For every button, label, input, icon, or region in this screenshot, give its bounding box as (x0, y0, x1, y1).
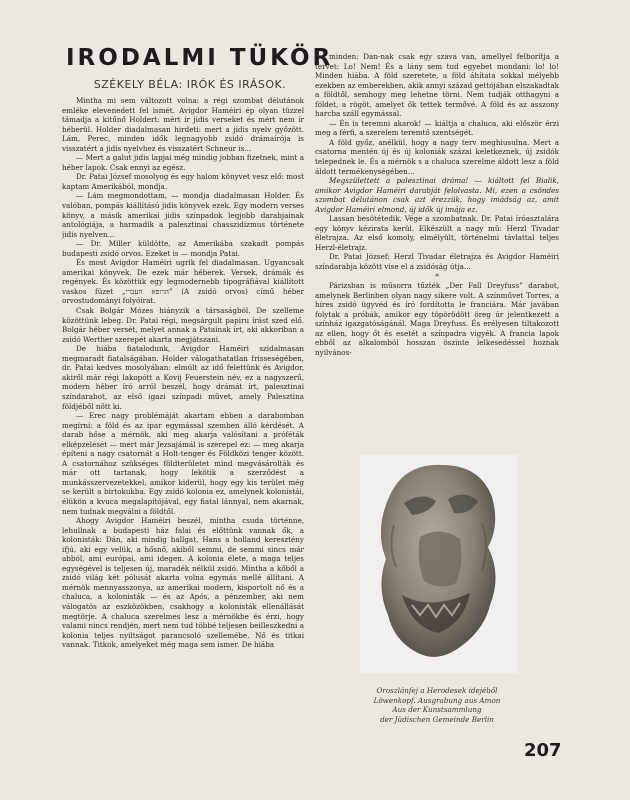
paragraph: — Dr. Miller küldötte, az Amerikába szakadt pompás budapesti zsidó orvos. Ezeket is — mondja Patai. (62, 239, 304, 258)
article-byline: SZÉKELY BÉLA: IRÓK ÉS IRÁSOK. (93, 78, 287, 91)
page-number: 207 (524, 740, 562, 761)
paragraph: Lassan besötétedik. Vége a szombatnak. Dr. Patai íróasztalára egy könyv kézirata kerül. Elkészült a nagy mű: Herzl Tivadar életrajza. Az első komoly, elmélyült, történelmi távlattal teljes Herzl-életrajz. (315, 214, 559, 252)
right-text-column (315, 52, 559, 440)
caption-line: Oroszlánfej a Herodesek idejéből (376, 686, 498, 695)
paragraph: De hiába fiatalodunk, Avigdor Haméiri szidalmasan megmaradt fiatalságában. Holder válogathatatlan frisseségében, dr. Patai kedves mosolyában: elmúlt az idő felettünk és Avigdor, akiről már régi lakopótt a Kovij Feuerstein név, ez a nagyszerű, modern héber író arról beszél, hogy drámát írt, palesztinai színdarabot, az első igazi színpadi művet, amely Palesztina földjéből nőtt ki. (62, 344, 304, 411)
section-separator: * (435, 271, 439, 281)
caption-line: Aus der Kunstsammlung (392, 705, 482, 715)
paragraph: Megszülettett a palesztinai dráma! — kiáltott fel Bialik, amikor Avigdor Haméiri darabját felolvasta. Mi, ezen a csöndes szombat délutánon csak azt érezzük, hogy imádság az, amit Avigdor Haméiri elmond, új idők új imája ez. (315, 176, 559, 214)
caption-line: Löwenkopf. Ausgrabung aus Amon (373, 695, 501, 705)
paragraph: A föld győz, anélkül, hogy a nagy terv meghiusulna. Mert a csatorna mentén új és új koloniák százai keletkeznek, új zsidók telepednek le. És a mérnök s a chaluca szerelme áldott lesz a föld áldott termékenységében... (315, 137, 559, 176)
paragraph: Dr. Patai József: Herzl Tivadar életrajza és Avigdor Haméiri színdarabja között vise el a zsidóság útja... (315, 252, 559, 272)
left-text-column (62, 96, 304, 738)
paragraph: — Mert a galut jidis lapjai még mindig jobban fizetnek, mint a héber lapok. Csak ennyi az egész. (62, 153, 304, 172)
paragraph: Párizsban is műsorra tűzték „Der Fall Dreyfuss” darabot, amelynek Berlinben olyan nagy sikere volt. A színművet Torres, a híres zsidó ügyvéd és író fordította le franciára. Már javában folytak a próbák, amikor egy töpörödött öreg úr jelentkezett a színház igazgatóságánál. Maga Dreyfuss. És erélyesen tiltakozott az ellen, hogy őt és esetét a színpadra vigyék. A francia lapok ebből az alkalomból hosszan öszinte lelkesedéssel hoznak nyilvános- (315, 281, 559, 357)
paragraph: — Lám megmondottam, — mondja diadalmasan Holder. És valóban, pompás kiállítású jidis könyvek ezek. Egy modern verses könyv, a másik amerikai jidis színpadok legjobb darabjainak antológiája, a harmadik a palesztinai chasszidizmus története jidis nyelven... (62, 191, 304, 239)
paragraph: És most Avigdor Haméiri ugrik fel diadalmasan. Ugyancsak amerikai könyvek. De ezek már héberek. Versek, drámák és regények. És közöttük egy legmodernebb tipográfiával kiállított vaskos füzet „הרופא העברי” (A zsidó orvos) című héber orvostudományi folyóirat. (62, 258, 304, 306)
section-title: IRODALMI TÜKÖR (66, 45, 334, 71)
paragraph: Mintha mi sem változott volna: a régi szombat délutánok emléke elevenedett fel ismét. Avigdor Haméiri ép olyan tüzzel támadja a kitűnő Holdert: mért ír jidis verseket és mért nem ír héberül. Holder diadalmasan hirdeti: mert a jidis nyelv győzött. Lám, Perec, minden idők legnagyobb zsidó drámaírója is visszatért a jidis nyelvhez és visszatért Schneur is... (62, 96, 304, 153)
paragraph: Ahogy Avigdor Haméiri beszél, mintha csuda történne, lehullnak a budapesti ház falai és előttünk vannak ők, a kolonisták: Dán, aki mindig hallgat, Hans a holland keresztény ifjú, aki egy velük, a hősnő, akiből semmi, de semmi sincs már abból, ami európai, ami idegen. A kolonia élete, a maga teljes egységével is teljesen új, maradék nélkül zsidó. Mintha a kőből a zsidó világ két pólusát akarta volna egymás mellé állítani. A mérnök mennyasszonya, az amerikai modern, kisportolt nő és a chaluca, a kolonisták — és az Após, a pénzember, aki nem válogatós az eszközökben, csakhogy a kolonisták ellenállását megtörje. A chaluca szerelmes lesz a mérnökbe és érzi, hogy valami nincs rendjén, mert nem tud többé teljesen beilleszkedni a kolonia teljes nyiltságot parancsoló szellemébe. Nő és titkai vannak. Titkok, amelyeket még maga sem ismer. De hiába (62, 516, 304, 650)
caption-line: der Jüdischen Gemeinde Berlin (380, 714, 494, 724)
paragraph: — Erec nagy problémáját akartam ebben a darabomban megírni: a föld és az ipar egymással szemben álló kérdését. A darab hőse a mérnök, aki meg akarja valósítani a próféták elképzelését — mert már Jezsajámál is szerepel ez: — meg akarja építeni a nagy csatornát a Holt-tenger és Földközi tenger között. A csatornához szükséges földterületet mind megvásárolták és már ott tartanak, hogy lekötik a szerződést a munkásszervezetekkel, amikor kiderül, hogy egy kis terület még se került a birtokukba. Egy zsidó kolonia ez, amelynek kolonistái, élükön a kvuca megalapítójával, egy fiatal lánnyal, nem akarnak, nem tudnak megválni a földtől. (62, 411, 304, 516)
paragraph: — Én is teremni akarok! — kiáltja a chaluca, aki először érzi meg a férfi, a szerelem teremtő szentségét. (315, 118, 559, 138)
sculpture-image (360, 455, 518, 673)
paragraph: Dr. Patai József mosolyog és egy halom könyvet vesz elő: most kaptam Amerikából, mondja. (62, 172, 304, 191)
photo-caption (316, 686, 558, 724)
paragraph: minden: Dan-nak csak egy szava van, amellyel felborítja a tervet: Lo! Nem! És a lány sem tud egyebet mondani: lo! lo! Minden hiába. A föld szeretete, a föld áhítata sokkal mélyebb ezekben az emberekben, akik annyi század gettójában elszakadtak a földtől, semhogy meg lehetne törni. Nem tudják otthagyni a földet, a rögöt, amelyet ők tettek termővé. A föld és az asszony harcba száll egymással. (315, 52, 559, 119)
lion-head-sculpture-photo (360, 455, 518, 673)
paragraph: Csak Bolgár Mózes hiányzik a társaságból. De szelleme közöttünk lebeg. Dr. Patai régi, megsárgult papiru írást szed elő. Bolgár héber versét, melyet annak a Patainak írt, aki akkoriban a zsidó Werther szerepét akarta megjátszani. (62, 306, 304, 344)
